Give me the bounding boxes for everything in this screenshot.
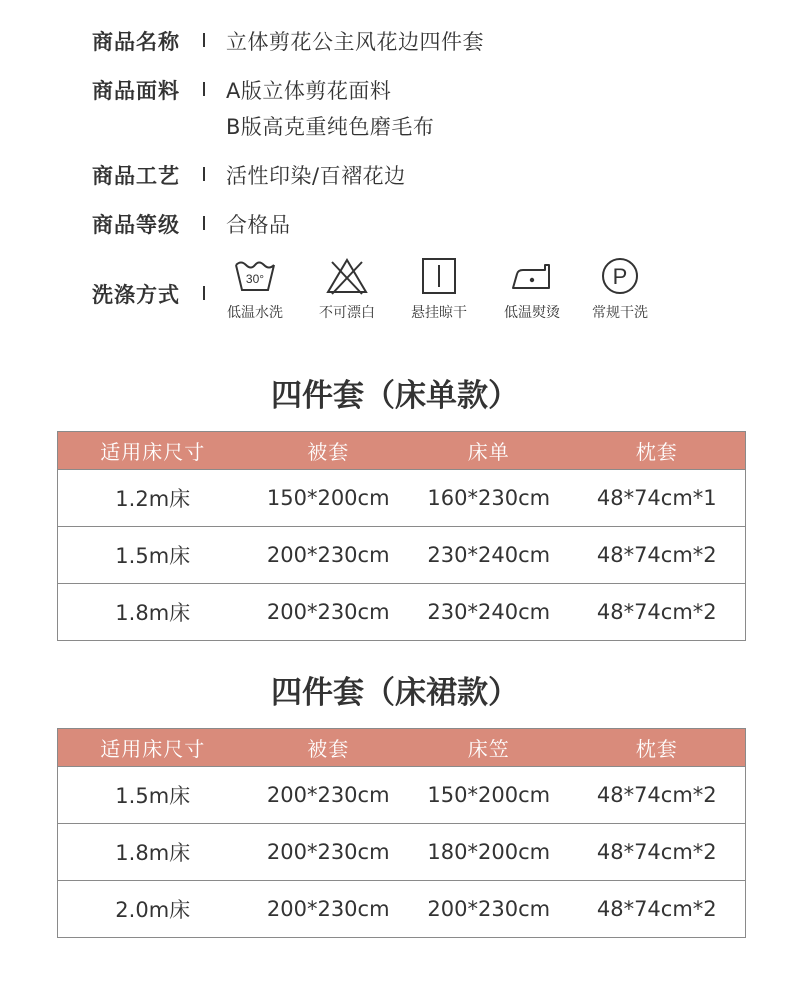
spec-value: B版高克重纯色磨毛布 bbox=[226, 115, 435, 139]
table-cell: 48*74cm*1 bbox=[596, 486, 717, 510]
table-cell: 200*230cm bbox=[266, 840, 390, 864]
spec-divider bbox=[203, 33, 205, 47]
table-cell: 1.8m床 bbox=[115, 841, 191, 865]
size-table bbox=[57, 728, 746, 938]
table-cell: 160*230cm bbox=[427, 486, 551, 510]
dry-clean-letter: P bbox=[612, 264, 628, 289]
column-header: 适用床尺寸 bbox=[100, 737, 206, 761]
section-title: 四件套（床单款） bbox=[271, 378, 519, 414]
table-cell: 180*200cm bbox=[427, 840, 551, 864]
column-header: 适用床尺寸 bbox=[100, 440, 206, 464]
wash-caption: 常规干洗 bbox=[592, 305, 648, 321]
table-cell: 1.5m床 bbox=[115, 784, 191, 808]
wash-caption: 悬挂晾干 bbox=[411, 305, 467, 321]
table-row bbox=[58, 583, 745, 640]
spec-label: 商品面料 bbox=[92, 79, 180, 103]
spec-value: 立体剪花公主风花边四件套 bbox=[226, 30, 484, 54]
table-cell: 230*240cm bbox=[427, 600, 551, 624]
table-cell: 200*230cm bbox=[266, 783, 390, 807]
spec-divider bbox=[203, 82, 205, 96]
spec-divider bbox=[203, 167, 205, 181]
column-header: 被套 bbox=[307, 737, 350, 761]
table-cell: 150*200cm bbox=[427, 783, 551, 807]
wash-item bbox=[393, 256, 485, 322]
wash-item bbox=[574, 256, 666, 322]
column-header: 床单 bbox=[467, 440, 510, 464]
table-header bbox=[58, 432, 745, 469]
no-bleach-icon bbox=[324, 256, 370, 296]
spec-label: 商品等级 bbox=[92, 213, 180, 237]
wash-item bbox=[209, 256, 301, 322]
table-cell: 230*240cm bbox=[427, 543, 551, 567]
spec-label: 商品工艺 bbox=[92, 164, 180, 188]
table-header bbox=[58, 729, 745, 766]
table-cell: 48*74cm*2 bbox=[596, 897, 717, 921]
spec-divider bbox=[203, 286, 205, 300]
column-header: 枕套 bbox=[635, 737, 678, 761]
table-cell: 48*74cm*2 bbox=[596, 600, 717, 624]
table-cell: 48*74cm*2 bbox=[596, 543, 717, 567]
wash-temp-label: 30° bbox=[245, 272, 265, 286]
table-row bbox=[58, 880, 745, 937]
section-title: 四件套（床裙款） bbox=[271, 675, 519, 711]
wash-30-icon bbox=[232, 256, 278, 296]
spec-value: A版立体剪花面料 bbox=[226, 79, 392, 103]
table-row bbox=[58, 469, 745, 526]
wash-item bbox=[301, 256, 393, 322]
hang-dry-icon bbox=[416, 256, 462, 296]
spec-label: 洗涤方式 bbox=[92, 283, 180, 307]
table-row bbox=[58, 526, 745, 583]
table-cell: 1.8m床 bbox=[115, 601, 191, 625]
column-header: 被套 bbox=[307, 440, 350, 464]
table-cell: 150*200cm bbox=[266, 486, 390, 510]
spec-value: 合格品 bbox=[226, 213, 291, 237]
wash-caption: 低温熨烫 bbox=[504, 305, 560, 321]
size-table bbox=[57, 431, 746, 641]
column-header: 枕套 bbox=[635, 440, 678, 464]
table-cell: 1.5m床 bbox=[115, 544, 191, 568]
table-cell: 200*230cm bbox=[266, 543, 390, 567]
table-cell: 200*230cm bbox=[266, 897, 390, 921]
table-cell: 48*74cm*2 bbox=[596, 783, 717, 807]
iron-low-icon bbox=[509, 256, 555, 296]
spec-value: 活性印染/百褶花边 bbox=[226, 164, 406, 188]
spec-label: 商品名称 bbox=[92, 30, 180, 54]
table-row bbox=[58, 823, 745, 880]
dry-clean-p-icon bbox=[597, 256, 643, 296]
spec-divider bbox=[203, 216, 205, 230]
column-header: 床笠 bbox=[467, 737, 510, 761]
wash-caption: 不可漂白 bbox=[319, 305, 375, 321]
table-row bbox=[58, 766, 745, 823]
wash-item bbox=[486, 256, 578, 322]
table-cell: 1.2m床 bbox=[115, 487, 191, 511]
table-cell: 2.0m床 bbox=[115, 898, 191, 922]
wash-caption: 低温水洗 bbox=[227, 305, 283, 321]
table-cell: 200*230cm bbox=[427, 897, 551, 921]
table-cell: 200*230cm bbox=[266, 600, 390, 624]
table-cell: 48*74cm*2 bbox=[596, 840, 717, 864]
